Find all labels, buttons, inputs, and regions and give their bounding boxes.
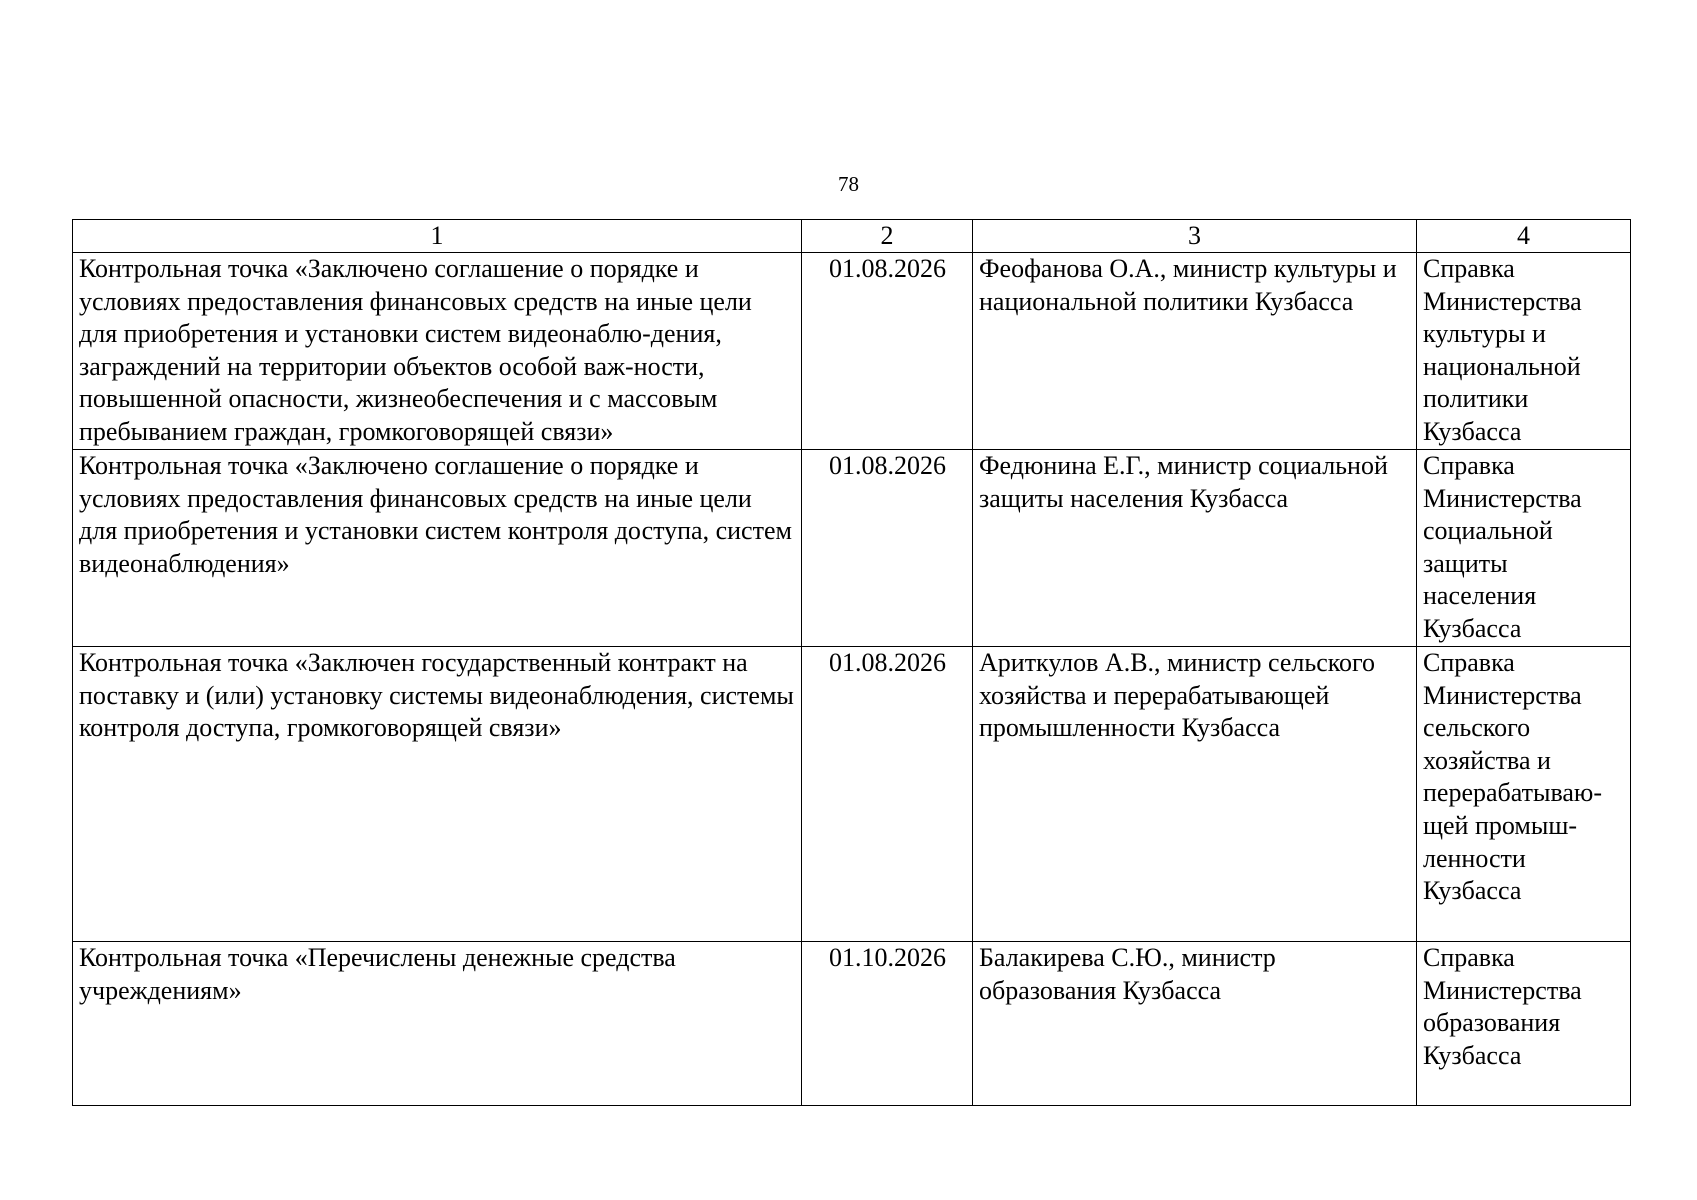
table-row [73, 450, 1631, 647]
date-cell: 01.10.2026 [802, 942, 973, 1106]
document-cell: Справка Министерства сельского хозяйства и перерабатываю-щей промыш-ленности Кузбасса [1417, 647, 1631, 942]
table-header-row [73, 220, 1631, 253]
document-cell: Справка Министерства образования Кузбасса [1417, 942, 1631, 1106]
header-cell-1: 1 [73, 220, 802, 253]
event-cell: Контрольная точка «Перечислены денежные средства учреждениям» [73, 942, 802, 1106]
header-cell-2: 2 [802, 220, 973, 253]
date-cell: 01.08.2026 [802, 450, 973, 647]
responsible-cell: Федюнина Е.Г., министр социальной защиты населения Кузбасса [973, 450, 1417, 647]
date-cell: 01.08.2026 [802, 253, 973, 450]
date-cell: 01.08.2026 [802, 647, 973, 942]
responsible-cell: Феофанова О.А., министр культуры и национальной политики Кузбасса [973, 253, 1417, 450]
document-cell: Справка Министерства социальной защиты населения Кузбасса [1417, 450, 1631, 647]
event-cell: Контрольная точка «Заключен государственный контракт на поставку и (или) установку системы видеонаблюдения, системы контроля доступа, громкоговорящей связи» [73, 647, 802, 942]
document-cell: Справка Министерства культуры и национальной политики Кузбасса [1417, 253, 1631, 450]
table-row [73, 942, 1631, 1106]
table-row [73, 647, 1631, 942]
event-cell: Контрольная точка «Заключено соглашение о порядке и условиях предоставления финансовых средств на иные цели для приобретения и установки систем контроля доступа, систем видеонаблюдения» [73, 450, 802, 647]
header-cell-3: 3 [973, 220, 1417, 253]
responsible-cell: Ариткулов А.В., министр сельского хозяйства и перерабатывающей промышленности Кузбасса [973, 647, 1417, 942]
event-cell: Контрольная точка «Заключено соглашение о порядке и условиях предоставления финансовых средств на иные цели для приобретения и установки систем видеонаблю-дения, заграждений на территории объектов особой важ-ности, повышенной опасности, жизнеобеспечения и с массовым пребыванием граждан, громкоговорящей связи» [73, 253, 802, 450]
page-number: 78 [838, 172, 859, 196]
responsible-cell: Балакирева С.Ю., министр образования Кузбасса [973, 942, 1417, 1106]
header-cell-4: 4 [1417, 220, 1631, 253]
control-points-table [72, 219, 1631, 1106]
table-row [73, 253, 1631, 450]
